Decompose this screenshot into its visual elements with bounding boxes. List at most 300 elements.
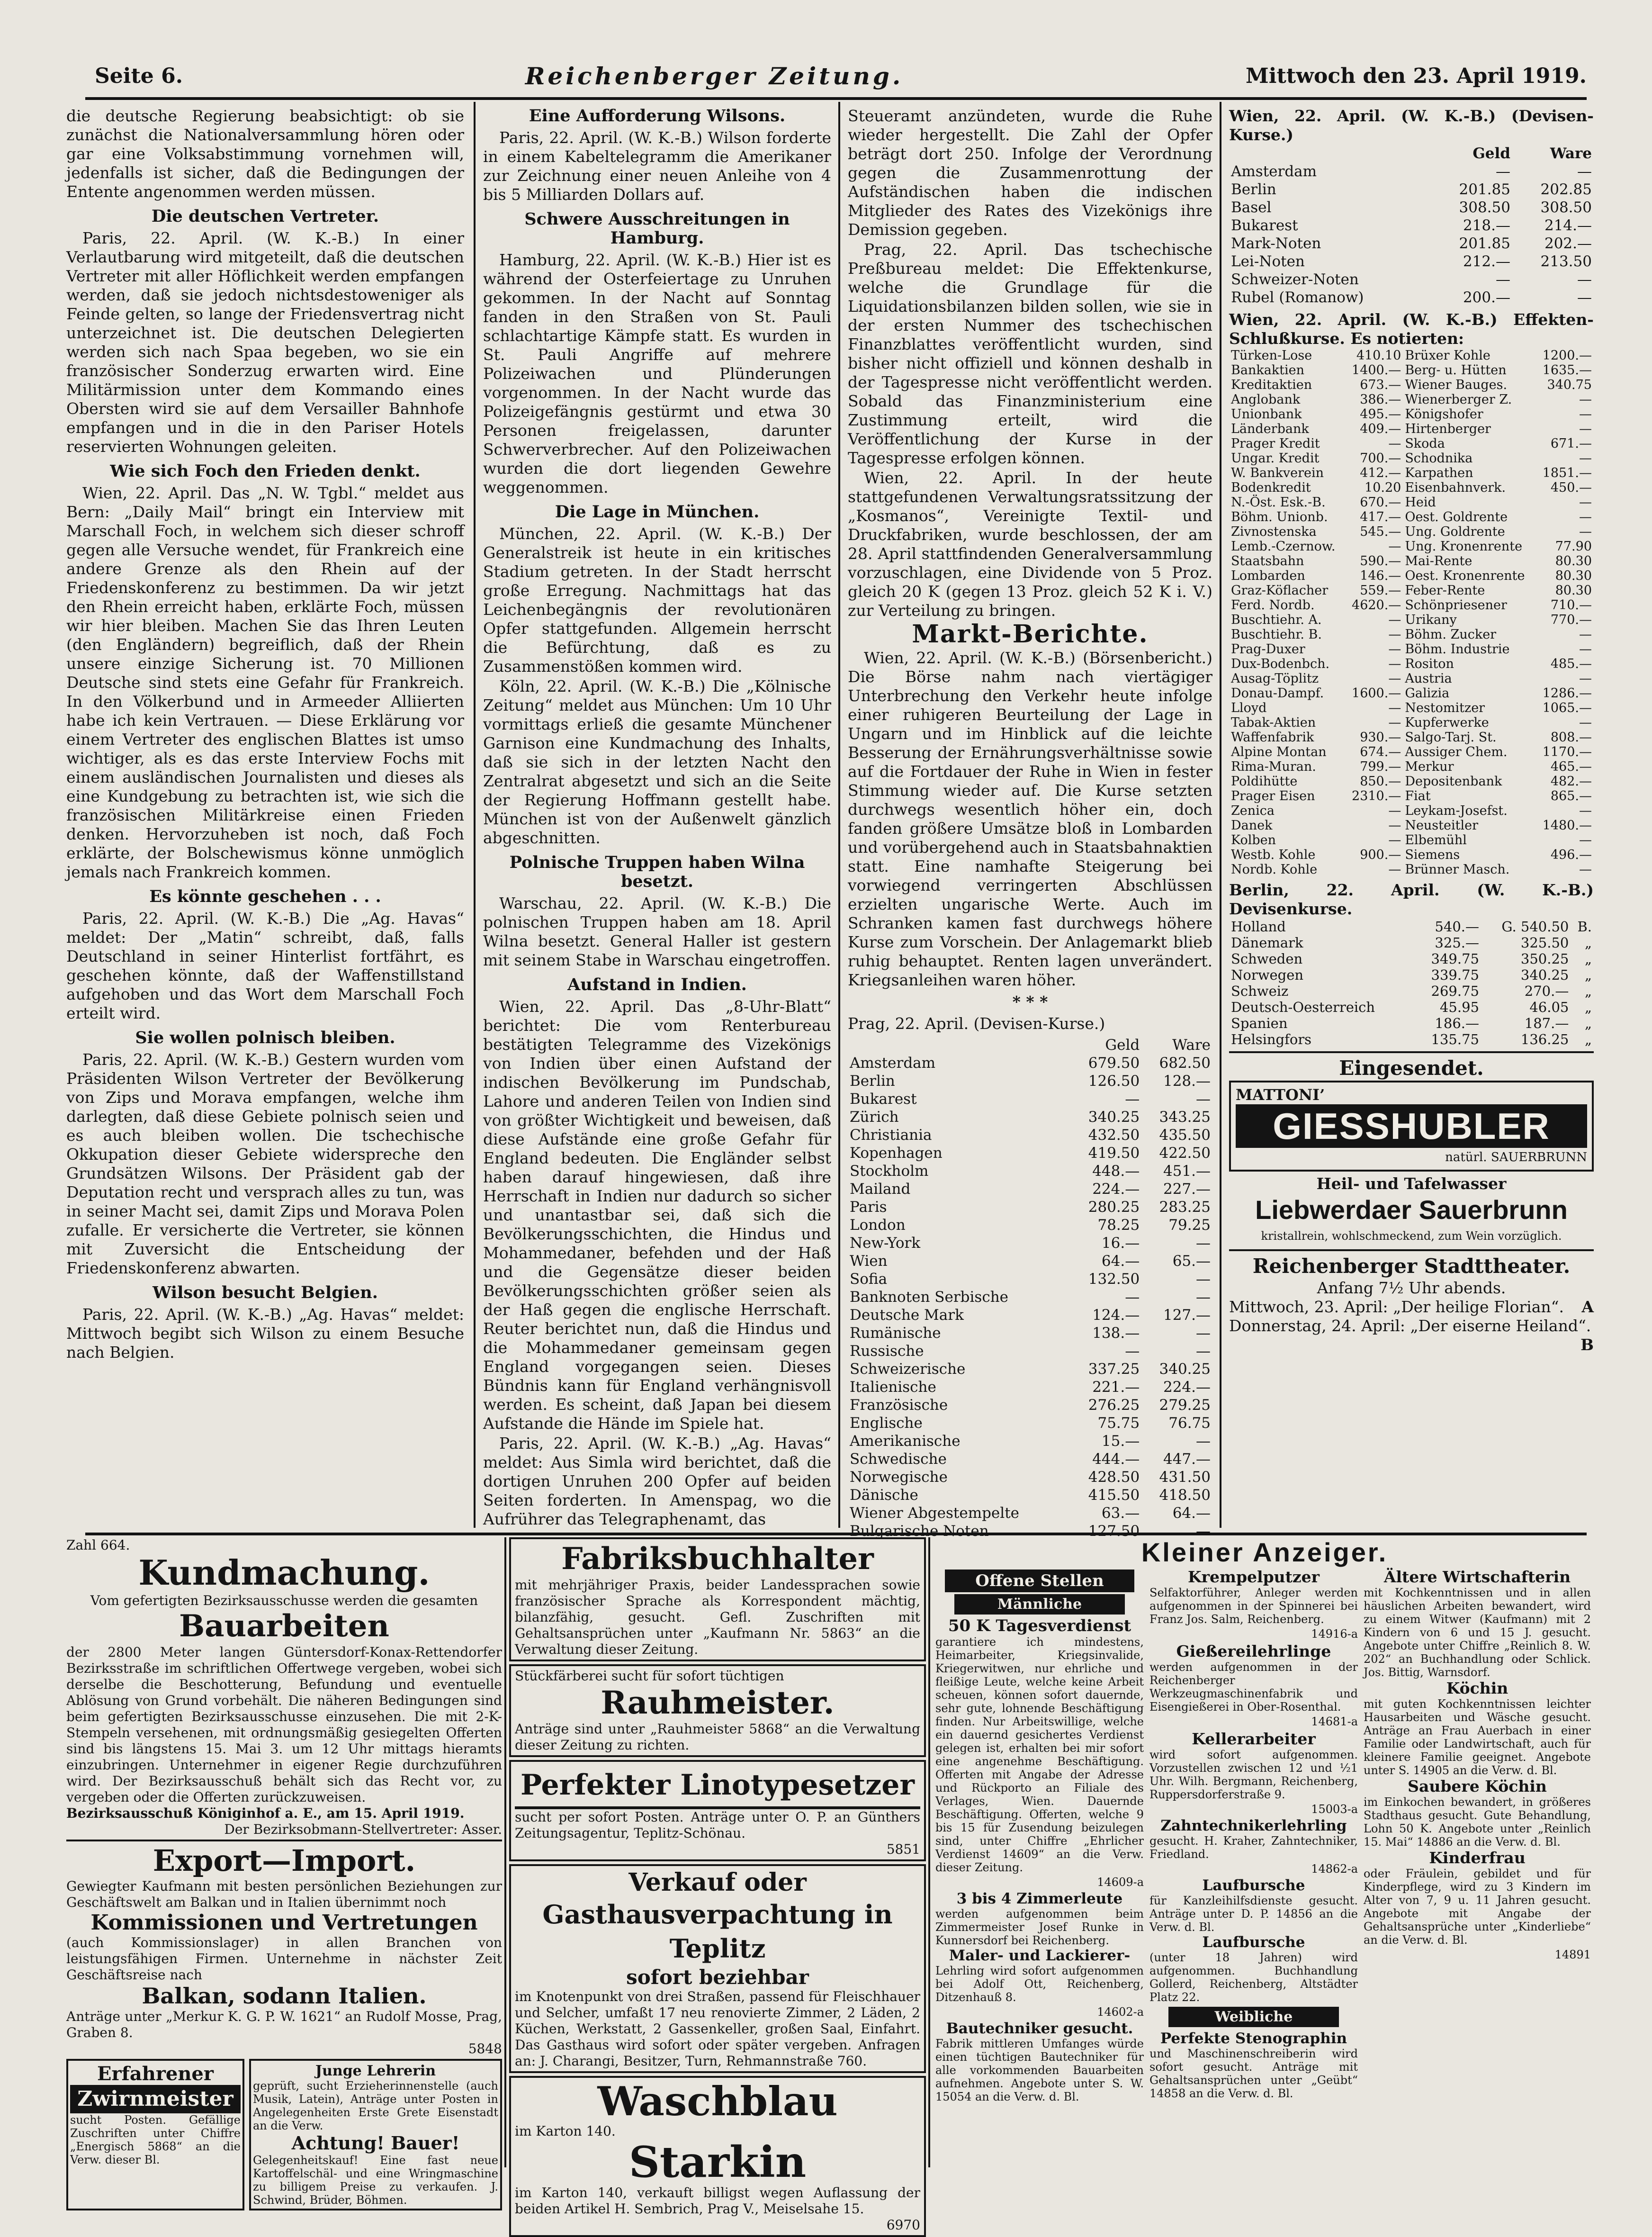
gasthaus-title: Gasthausverpachtung in Teplitz (542, 1899, 893, 1964)
table-row (848, 1090, 1212, 1108)
table-cell: 339.75 (1431, 967, 1479, 983)
table-row (1229, 271, 1594, 289)
export-bold2: Balkan, sodann Italien. (142, 1983, 427, 2009)
table-cell: 45.95 (1439, 999, 1479, 1015)
zahl: Zahl 664. (66, 1537, 130, 1553)
lehrerin-title: Junge Lehrerin (315, 2063, 436, 2079)
table-cell: 221.— (1092, 1379, 1140, 1396)
table-cell: Böhm. Unionb. (1231, 510, 1328, 524)
table-cell: Tabak-Aktien (1231, 715, 1316, 730)
table-cell: Ung. Goldrente (1405, 524, 1505, 539)
table-cell: — (1388, 715, 1401, 730)
steno-text: und Maschinenschreiberin wird sofort gesucht. Anträge mit Gehaltsansprüchen unter „Geübt“ 14858 an die Verw. d. Bl. (1149, 2047, 1358, 2100)
table-cell: 201.85 (1459, 181, 1510, 198)
table-cell: 227.— (1163, 1181, 1211, 1198)
table-cell: 224.— (1163, 1379, 1211, 1396)
table-row (1229, 392, 1594, 407)
markt-text: Wien, 22. April. (W. K.-B.) (Börsenbericht.) Die Börse nahm nach viertägiger Unterbrechung den Verkehr heute infolge einer ruhigeren Beurteilung der Lage in Ungarn und im Hinblick auf die leichte Besserung der Ernährungsverhältnisse sowie auf die Fortdauer der Ruhe in Wien in fester Stimmung wieder auf. Die Kurse setzten durchwegs wesentlich höher ein, doch fanden größere Umsätze bloß in Lombarden und vorübergehend auch in Staatsbahnaktien statt. Eine namhafte Steigerung bei vorwiegend verringerten Abschlüssen erzielten ungarische Werte. Auch im Schranken kamen fast durchwegs höhere Kurse zum Vorschein. Der Anlagemarkt blieb ruhig behauptet. Renten lagen unverändert. Kriegsanleihen waren höher. (848, 649, 1212, 989)
table-cell: Kolben (1231, 833, 1276, 848)
table-cell: Russische (850, 1343, 924, 1360)
table-cell: Schweiz (1231, 983, 1289, 999)
liebwerd-sub: kristallrein, wohlschmeckend, zum Wein vorzüglich. (1261, 1229, 1562, 1243)
table-cell: 930.— (1360, 730, 1401, 745)
table-cell: 64.— (1172, 1505, 1211, 1522)
table-cell: Rumänische (850, 1325, 941, 1342)
table-cell: 2310.— (1352, 789, 1401, 803)
rauh-pre: Stückfärberei sucht für sofort tüchtigen (515, 1668, 784, 1684)
table-cell: 128.— (1163, 1073, 1211, 1090)
table-cell: — (1579, 833, 1592, 848)
table-cell: 213.50 (1540, 253, 1592, 270)
table-cell: Ungar. Kredit (1231, 451, 1320, 466)
table-cell: — (1388, 657, 1401, 671)
column-2 (483, 107, 831, 1528)
table-cell: Nordb. Kohle (1231, 862, 1318, 877)
table-cell: Dänemark (1231, 935, 1303, 951)
table-cell: 350.25 (1520, 951, 1569, 967)
table-cell: „ (1584, 951, 1592, 967)
article-text: Prag, 22. April. Das tschechische Preßbureau meldet: Die Effektenkurse, welche die Grundlage für die Liquidationsbilanzen bilden sollen, wie sie in der ersten Nummer des tschechischen Finanzblattes veröffentlicht wurden, sind bisher nicht offiziell und können deshalb in der Tagespresse nicht veröffentlicht werden. Sobald das Finanzministerium eine Zustimmung erteilt, wird die Veröffentlichung der Kurse in der Tagespresse erfolgen können. (848, 240, 1212, 467)
table-cell: Basel (1231, 199, 1272, 216)
table-cell: 186.— (1435, 1015, 1479, 1031)
table-cell: 77.90 (1555, 539, 1592, 554)
table-row (1229, 983, 1594, 999)
keller-title: Kellerarbeiter (1192, 1730, 1316, 1748)
kleiner-col-b (1149, 1568, 1358, 2103)
table-row (1229, 235, 1594, 253)
table-cell: Zenica (1231, 803, 1275, 818)
table-cell: Prager Eisen (1231, 789, 1315, 803)
table-cell: — (1196, 1235, 1211, 1252)
article-title: Sie wollen polnisch bleiben. (135, 1028, 395, 1047)
table-cell: 431.50 (1159, 1469, 1211, 1486)
table-cell: 451.— (1163, 1163, 1211, 1180)
table-cell: Banknoten Serbische (850, 1289, 1009, 1306)
table-cell: 146.— (1360, 568, 1401, 583)
table-cell: 1400.— (1352, 363, 1401, 378)
table-cell: 65.— (1172, 1253, 1211, 1270)
table-cell: Französische (850, 1397, 948, 1414)
separator-stars: * * * (1012, 992, 1048, 1011)
table-cell: Poldihütte (1231, 774, 1298, 789)
table-cell: Königshofer (1405, 407, 1483, 422)
table-cell: Ferd. Nordb. (1231, 598, 1315, 613)
table-cell: — (1495, 271, 1510, 288)
sauerbrunn-label: natürl. SAUERBRUNN (1445, 1150, 1587, 1164)
table-cell: 15.— (1101, 1433, 1140, 1450)
table-cell: 448.— (1092, 1163, 1140, 1180)
verkauf-title: Verkauf oder (628, 1868, 807, 1897)
table-cell: — (1579, 495, 1592, 510)
table-cell: 4620.— (1352, 598, 1401, 613)
table-cell: B. (1577, 919, 1592, 935)
kund-sig2: Der Bezirksobmann-Stellvertreter: Asser. (224, 1822, 502, 1837)
table-cell: — (1579, 627, 1592, 642)
table-row (848, 1468, 1212, 1486)
table-cell: — (1579, 803, 1592, 818)
kund-lead: Vom gefertigten Bezirksausschusse werden die gesamten (90, 1593, 478, 1608)
table-cell: 850.— (1360, 774, 1401, 789)
table-cell: Aussiger Chem. (1405, 745, 1508, 759)
kremp-code: 14916-a (1311, 1627, 1358, 1641)
table-row (1229, 451, 1594, 466)
table-cell: Nestomitzer (1405, 701, 1485, 715)
table-cell: 126.50 (1088, 1073, 1140, 1090)
col-geld: Geld (1472, 145, 1510, 162)
table-cell: 349.75 (1431, 951, 1479, 967)
rauh-ad (509, 1664, 926, 1757)
lino-ad (509, 1760, 926, 1861)
table-cell: 670.— (1360, 495, 1401, 510)
table-cell: — (1388, 833, 1401, 848)
table-row (1229, 919, 1594, 935)
kleiner-col-a (935, 1568, 1144, 2103)
table-cell: 418.50 (1159, 1487, 1211, 1504)
table-cell: — (1125, 1091, 1140, 1108)
markt-title: Markt-Berichte. (912, 620, 1149, 649)
table-cell: 308.50 (1459, 199, 1510, 216)
verdienst-text: garantiere ich mindestens, Heimarbeiter, Kriegsinvalide, Kriegerwitwen, nur ehrliche und fleißige Leute, welche keine Arbeit scheuen, können sofort dauernde, sehr gute, lohnende Beschäftigung finden. Nur Arbeitswillige, welche ein dauernd gesichertes Verdienst gelegen ist, erhalten bei mir sofort eine angenehme Beschäftigung. Offerten mit Angabe der Adresse und Rückporto an Filiale des Verlages, Wien. Dauernde Beschäftigung. Offerten, welche 9 bis 15 für Zusendung beizulegen sind, unter Chiffre „Ehrlicher Verdienst 14609“ an die Verw. dieser Zeitung. (935, 1635, 1144, 1874)
table-cell: Kupferwerke (1405, 715, 1489, 730)
table-row (848, 1054, 1212, 1072)
table-cell: 214.— (1544, 217, 1592, 234)
rauh-text: Anträge sind unter „Rauhmeister 5868“ an die Verwaltung dieser Zeitung zu richten. (515, 1721, 920, 1753)
maler-title: Maler- und Lackierer- (949, 1947, 1131, 1964)
table-row (1229, 967, 1594, 983)
table-row (1229, 422, 1594, 436)
starkin-ad (509, 2076, 926, 2237)
lauf2-title: Laufbursche (1202, 1934, 1305, 1951)
export-bold: Kommissionen und Vertretungen (90, 1911, 478, 1935)
lino-title: Perfekter Linotypesetzer (515, 1764, 920, 1809)
kleiner-anzeiger (935, 1537, 1594, 2167)
bauarbeiten: Bauarbeiten (179, 1608, 389, 1644)
table-cell: Oest. Goldrente (1405, 510, 1508, 524)
table-cell: Helsingfors (1231, 1031, 1312, 1047)
table-row (1229, 598, 1594, 613)
table-cell: Kopenhagen (850, 1145, 943, 1162)
table-cell: 136.25 (1520, 1031, 1569, 1047)
table-cell: Amsterdam (1231, 163, 1317, 180)
table-cell: — (1196, 1289, 1211, 1306)
table-cell: — (1579, 510, 1592, 524)
table-cell: 700.— (1360, 451, 1401, 466)
table-cell: Fiat (1405, 789, 1431, 803)
prag-rates-table (848, 1036, 1212, 1540)
table-cell: „ (1584, 935, 1592, 951)
lauf1-text: für Kanzleihilfsdienste gesucht. Anträge unter D. P. 14856 an die Verw. d. Bl. (1149, 1894, 1358, 1934)
table-cell: 900.— (1360, 848, 1401, 862)
bautech-text: Fabrik mittleren Umfanges würde einen tüchtigen Bautechniker für alle vorkommenden Bauarbeiten aufnehmen. Angebote unter S. W. 15054 an die Verw. d. Bl. (935, 2037, 1144, 2103)
export-text3: Anträge unter „Merkur K. G. P. W. 1621“ an Rudolf Mosse, Prag, Graben 8. (66, 2009, 502, 2040)
column-rule-1 (474, 102, 476, 1528)
table-cell: 465.— (1550, 759, 1592, 774)
table-cell: 412.— (1360, 466, 1401, 480)
table-cell: Waffenfabrik (1231, 730, 1314, 745)
table-row (848, 1450, 1212, 1468)
table-cell: 308.50 (1540, 199, 1592, 216)
table-cell: — (1196, 1433, 1211, 1450)
starkin: Starkin (628, 2137, 807, 2187)
table-row (848, 1270, 1212, 1288)
table-cell: — (1388, 862, 1401, 877)
table-cell: 422.50 (1159, 1145, 1211, 1162)
article-title: Die deutschen Vertreter. (151, 207, 379, 226)
table-cell: 135.75 (1431, 1031, 1479, 1047)
table-row (1229, 539, 1594, 554)
table-cell: Depositenbank (1405, 774, 1502, 789)
table-cell: Ung. Kronenrente (1405, 539, 1523, 554)
table-row (1229, 510, 1594, 524)
theater-title: Reichenberger Stadttheater. (1252, 1254, 1571, 1278)
header-rule (85, 97, 1587, 100)
lino-code: 5851 (886, 1841, 920, 1857)
table-cell: Berlin (1231, 181, 1276, 198)
table-cell: „ (1584, 999, 1592, 1015)
table-cell: Brünner Masch. (1405, 862, 1510, 877)
article-text: Paris, 22. April. (W. K.-B.) In einer Verlautbarung wird mitgeteilt, daß die deutschen Vertreter mit aller Höflichkeit werden empfangen werden, daß sie jedoch nichtsdestoweniger als Feinde gelten, so lange der Friedensvertrag nicht unterzeichnet ist. Die deutschen Delegierten werden sich nach Spaa begeben, wo sie ein französischer Sonderzug erwarten wird. Eine Militärmission unter dem Kommando eines Obersten wird sie auf dem Versailler Bahnhofe empfangen und in die in den Pariser Hotels reservierten Wohnungen geleiten. (66, 229, 464, 456)
kleiner-title: Kleiner Anzeiger. (1141, 1537, 1388, 1567)
lauf2-text: (unter 18 Jahren) wird aufgenommen. Buchhandlung Gollerd, Reichenberg, Altstädter Platz 22. (1149, 1951, 1358, 2004)
export-text: Gewiegter Kaufmann mit besten persönlichen Beziehungen zur Geschäftswelt am Balkan und in Italien übernimmt noch (66, 1878, 502, 1910)
erf-title: Erfahrener (97, 2063, 214, 2085)
table-cell: Bulgarische Noten (850, 1523, 989, 1540)
heil-label: Heil- und Tafelwasser (1316, 1174, 1507, 1193)
table-row (1229, 999, 1594, 1015)
table-row (848, 1108, 1212, 1126)
table-cell: 428.50 (1088, 1469, 1140, 1486)
article-text: Wien, 22. April. Das „N. W. Tgbl.“ meldet aus Bern: „Daily Mail“ bringt ein Interview mit Marschall Foch, in welchem sich dieser schroff gegen alle Versuche wendet, für Frankreich eine andere Grenze als den Rhein auf der Friedenskonferenz zu bestimmen. Da wir jetzt den Rhein erreicht haben, erklärte Foch, müssen wir hier bleiben. Machen Sie das Ihren Leuten (den Engländern) begreiflich, daß der Rhein unsere einzige Sicherung ist. 70 Millionen Deutsche sind stets eine Gefahr für Frankreich. In den Völkerbund und in Armeeder Alliierten habe ich kein Vertrauen. — Diese Erklärung vor einem Vertreter des englischen Blattes ist umso wichtiger, als es das erste Interview Fochs mit einem ausländischen Journalisten und dieses als eine Kundgebung zu betrachten ist, wie sich die französischen Militärkreise einen Frieden denken. Hervorzuheben ist noch, daß Foch erklärte, der Bolschewismus könne unmöglich jemals nach Frankreich kommen. (66, 484, 464, 881)
table-cell: 124.— (1092, 1307, 1140, 1324)
table-cell: — (1577, 163, 1592, 180)
table-cell: Wiener Abgestempelte (850, 1505, 1019, 1522)
table-cell: — (1579, 715, 1592, 730)
table-cell: 80.30 (1555, 568, 1592, 583)
theater-begin: Anfang 7½ Uhr abends. (1317, 1279, 1506, 1297)
table-cell: — (1125, 1289, 1140, 1306)
ads-rule (85, 1533, 1587, 1535)
table-cell: 386.— (1360, 392, 1401, 407)
table-cell: — (1388, 436, 1401, 451)
table-cell: 80.30 (1555, 583, 1592, 598)
table-cell: Lombarden (1231, 568, 1305, 583)
table-cell: Wiener Bauges. (1405, 378, 1508, 392)
table-cell: 447.— (1163, 1451, 1211, 1468)
fab-ad (509, 1537, 926, 1661)
table-cell: 200.— (1463, 289, 1510, 306)
table-cell: 682.50 (1159, 1055, 1211, 1072)
table-row (1229, 407, 1594, 422)
table-cell: London (850, 1217, 906, 1234)
table-row (1229, 554, 1594, 568)
maler-code: 14602-a (1097, 2005, 1144, 2019)
table-row (1229, 216, 1594, 235)
zahn-title: Zahntechnikerlehrling (1160, 1817, 1347, 1834)
table-row (1229, 833, 1594, 848)
table-cell: Berg- u. Hütten (1405, 363, 1507, 378)
table-cell: 432.50 (1088, 1127, 1140, 1144)
table-cell: 187.— (1524, 1015, 1569, 1031)
table-row (848, 1360, 1212, 1378)
table-cell: 280.25 (1088, 1199, 1140, 1216)
table-row (1229, 466, 1594, 480)
table-cell: Dänische (850, 1487, 918, 1504)
table-cell: 132.50 (1088, 1271, 1140, 1288)
weibliche: Weibliche (1168, 2007, 1339, 2027)
table-row (1229, 774, 1594, 789)
table-cell: 1065.— (1542, 701, 1592, 715)
article-text: Paris, 22. April. (W. K.-B.) Wilson forderte in einem Kabeltelegramm die Amerikaner zur Zeichnung einer neuen Anleihe von 4 bis 5 Milliarden Dollars auf. (483, 128, 831, 204)
export-title: Export—Import. (153, 1843, 416, 1878)
table-cell: 10.20 (1365, 480, 1401, 495)
article-text: München, 22. April. (W. K.-B.) Der Generalstreik ist heute in ein kritisches Stadium getreten. In der Stadt herrscht große Erregung. Nachmittags hat das Leichenbegängnis der revolutionären Opfer stattgefunden. Allgemein herrscht die Befürchtung, daß es zu Zusammenstößen kommen wird. (483, 524, 831, 676)
table-cell: Christiania (850, 1127, 932, 1144)
table-row (1229, 613, 1594, 627)
article-text: Wien, 22. April. Das „8-Uhr-Blatt“ berichtet: Die vom Renterbureau bestätigten Telegramme des Vizekönigs von Indien über einen Aufstand der indischen Bevölkerung im Pundschab, Lahore und anderen Teilen von Indien sind von größter Wichtigkeit und beweisen, daß diese Aufstände eine große Gefahr für England bedeuten. Die Engländer selbst haben darauf hingewiesen, daß ihre Herrschaft in Indien nur dadurch so sicher und unantastbar sei, daß sich die Bevölkerungsschichten, die Hindus und Mohammedaner, befehden und der Haß und die Gegensätze dieser beiden Bevölkerungsschichten größer seien als der Haß gegen die englische Herrschaft. Reuter berichtet nun, daß die Hindus und die Mohammedaner gemeinsam gegen England vorgegangen seien. Dieses Bündnis kann für England verhängnisvoll werden. Es scheint, daß Japan bei diesem Aufstande die Hände im Spiele hat. (483, 997, 831, 1433)
maennliche: Männliche (954, 1594, 1125, 1615)
effekten-title: Wien, 22. April. (W. K.-B.) Effekten-Schlußkurse. Es notierten: (1229, 310, 1594, 348)
table-cell: Skoda (1405, 436, 1445, 451)
table-cell: Norwegische (850, 1469, 948, 1486)
table-cell: 444.— (1092, 1451, 1140, 1468)
zahn-code: 14862-a (1311, 1862, 1358, 1876)
zimmer-text: werden aufgenommen beim Zimmermeister Josef Runke in Kunnersdorf bei Reichenberg. (935, 1907, 1144, 1947)
kremp-text: Selfaktorführer, Anleger werden aufgenommen in der Spinnerei bei Franz Jos. Salm, Reichenberg. (1149, 1586, 1358, 1626)
table-cell: 276.25 (1088, 1397, 1140, 1414)
article-text: Warschau, 22. April. (W. K.-B.) Die polnischen Truppen haben am 18. April Wilna besetzt. General Haller ist gestern mit seinem Stabe in Warschau eingetroffen. (483, 894, 831, 969)
table-cell: Merkur (1405, 759, 1454, 774)
table-row (1229, 348, 1594, 363)
table-cell: — (1577, 271, 1592, 288)
table-cell: 270.— (1524, 983, 1569, 999)
table-cell: 409.— (1360, 422, 1401, 436)
table-cell: 674.— (1360, 745, 1401, 759)
table-cell: Berlin (850, 1073, 895, 1090)
kinder-text: oder Fräulein, gebildet und für Kinderpflege, wird zu 3 Kindern im Alter von 7, 9 u. 11 Jahren gesucht. Angebote mit Angabe der Gehaltsansprüche unter „Kinderliebe“ an die Verw. d. Bl. (1364, 1867, 1591, 1947)
table-cell: — (1388, 539, 1401, 554)
table-row (848, 1144, 1212, 1162)
wien-devisen-table (1229, 144, 1594, 307)
saub-title: Saubere Köchin (1408, 1777, 1547, 1795)
table-cell: Schwedische (850, 1451, 947, 1468)
table-cell: 340.25 (1520, 967, 1569, 983)
table-cell: Salgo-Tarj. St. (1405, 730, 1497, 745)
table-cell: Lemb.-Czernow. (1231, 539, 1336, 554)
page-header (95, 62, 1587, 90)
col-geld: Geld (1105, 1037, 1140, 1054)
wirt-title: Ältere Wirtschafterin (1383, 1568, 1571, 1586)
table-cell: Wienerberger Z. (1405, 392, 1512, 407)
table-cell: Buschtiehr. A. (1231, 613, 1322, 627)
effekten-table (1229, 348, 1594, 877)
table-row (848, 1324, 1212, 1342)
table-cell: 76.75 (1168, 1415, 1211, 1432)
article-text: Wien, 22. April. In der heute stattgefundenen Verwaltungsratssitzung der „Kosmanos“, Vereinigte Textil- und Druckfabriken, wurde beschlossen, der am 28. April stattfindenden Generalversammlung vorzuschlagen, eine Dividende von 5 Proz. gleich 20 K (gegen 13 Proz. gleich 52 K i. V.) zur Verteilung zu bringen. (848, 469, 1212, 620)
table-row (1229, 1031, 1594, 1047)
table-row (1229, 289, 1594, 307)
fab-text: mit mehrjähriger Praxis, beider Landessprachen sowie französischer Sprache als Korrespondent mächtig, bilanzfähig, gesucht. Gefl. Zuschriften mit Gehaltsansprüchen unter „Kaufmann Nr. 5863“ an die Verwaltung dieser Zeitung. (515, 1577, 920, 1657)
keller-text: wird sofort aufgenommen. Vorzustellen zwischen 12 und ½1 Uhr. Wilh. Bergmann, Reichenberg, Ruppersdorferstraße 9. (1149, 1748, 1358, 1801)
table-row (1229, 686, 1594, 701)
rauh-title: Rauhmeister. (601, 1684, 835, 1721)
theater-show-1: Mittwoch, 23. April: „Der heilige Florian“. A (1229, 1298, 1594, 1316)
theater-show-2: Donnerstag, 24. April: „Der eiserne Heiland“. B (1229, 1317, 1594, 1354)
table-cell: Deutsche Mark (850, 1307, 964, 1324)
steno-title: Perfekte Stenographin (1160, 2030, 1347, 2047)
table-cell: — (1388, 818, 1401, 833)
table-cell: Italienische (850, 1379, 936, 1396)
table-cell: Holland (1231, 919, 1286, 935)
table-row (1229, 378, 1594, 392)
table-cell: 201.85 (1459, 235, 1510, 252)
table-cell: — (1388, 701, 1401, 715)
table-cell: — (1196, 1325, 1211, 1342)
table-row (848, 1432, 1212, 1450)
berlin-table (1229, 919, 1594, 1047)
table-cell: 417.— (1360, 510, 1401, 524)
table-cell: — (1125, 1343, 1140, 1360)
column-rule-2 (838, 102, 840, 1528)
article-title: Schwere Ausschreitungen in Hamburg. (524, 209, 790, 248)
table-cell: 283.25 (1159, 1199, 1211, 1216)
table-cell: 279.25 (1159, 1397, 1211, 1414)
table-cell: Danek (1231, 818, 1273, 833)
wien-devisen-title: Wien, 22. April. (W. K.-B.) (Devisen-Kurse.) (1229, 107, 1594, 144)
table-cell: Länderbank (1231, 422, 1309, 436)
table-cell: 865.— (1550, 789, 1592, 803)
table-cell: Oest. Kronenrente (1405, 568, 1525, 583)
table-cell: Rima-Muran. (1231, 759, 1316, 774)
table-row (1229, 745, 1594, 759)
table-cell: Böhm. Zucker (1405, 627, 1497, 642)
table-cell: 1480.— (1542, 818, 1592, 833)
table-cell: 138.— (1092, 1325, 1140, 1342)
table-cell: Buschtiehr. B. (1231, 627, 1322, 642)
table-cell: Schweizer-Noten (1231, 271, 1359, 288)
table-cell: Siemens (1405, 848, 1460, 862)
table-cell: „ (1584, 967, 1592, 983)
article-title: Eine Aufforderung Wilsons. (529, 106, 786, 126)
table-cell: 419.50 (1088, 1145, 1140, 1162)
table-cell: 64.— (1101, 1253, 1140, 1270)
table-row (848, 1126, 1212, 1144)
table-cell: — (1495, 163, 1510, 180)
table-cell: Karpathen (1405, 466, 1473, 480)
table-cell: — (1388, 803, 1401, 818)
table-row (848, 1162, 1212, 1180)
zwirn-title: Zwirnmeister (70, 2085, 241, 2113)
table-cell: 415.50 (1088, 1487, 1140, 1504)
table-cell: 590.— (1360, 554, 1401, 568)
table-cell: Alpine Montan (1231, 745, 1327, 759)
table-cell: „ (1584, 983, 1592, 999)
table-cell: 496.— (1550, 848, 1592, 862)
table-cell: Bankaktien (1231, 363, 1304, 378)
achtung-text: Gelegenheitskauf! Eine fast neue Kartoffelschäl- und eine Wringmaschine zu billigem Preise zu verkaufen. J. Schwind, Brüder, Böhmen. (253, 2154, 498, 2207)
col-ware: Ware (1550, 145, 1592, 162)
table-cell: 450.— (1550, 480, 1592, 495)
table-row (1229, 715, 1594, 730)
table-cell: 545.— (1360, 524, 1401, 539)
table-cell: New-York (850, 1235, 921, 1252)
article-text: Köln, 22. April. (W. K.-B.) Die „Kölnische Zeitung“ meldet aus München: Um 10 Uhr vormittags erließ die gesamte Münchener Garnison eine Kundmachung des Inhalts, daß sie sich in der letzten Nacht den Zentralrat abgesetzt und sich an die Seite der Regierung Hoffmann gestellt habe. München ist von der Außenwelt gänzlich abgeschnitten. (483, 677, 831, 847)
table-cell: Unionbank (1231, 407, 1302, 422)
article-title: Die Lage in München. (555, 502, 760, 522)
table-cell: 1851.— (1542, 466, 1592, 480)
table-row (848, 1234, 1212, 1252)
eingesendet-heading: Eingesendet. (1339, 1056, 1484, 1080)
table-row (1229, 180, 1594, 198)
